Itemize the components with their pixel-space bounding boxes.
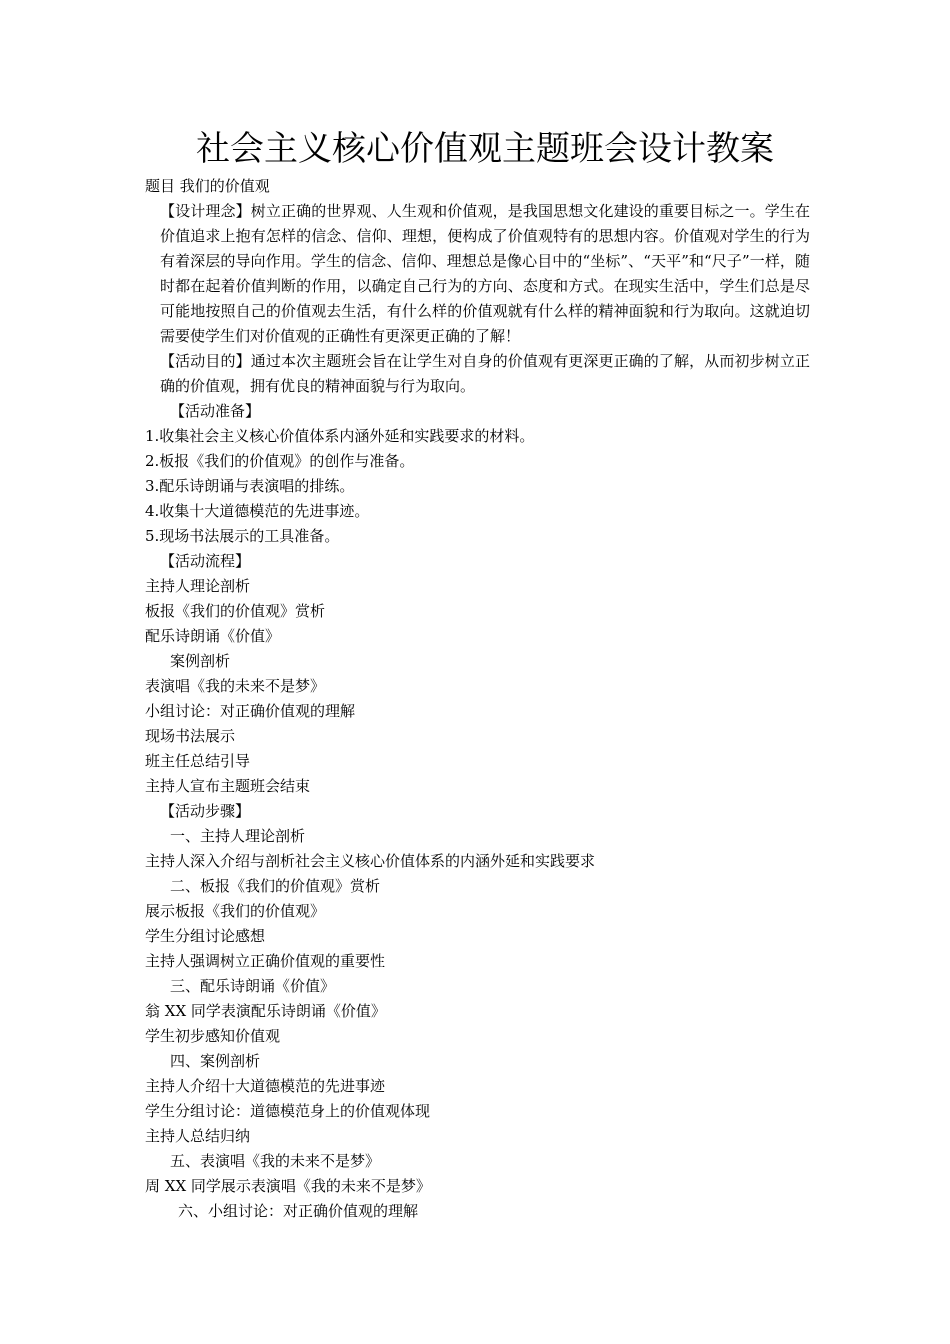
- design-concept-paragraph: 【设计理念】树立正确的世界观、人生观和价值观，是我国思想文化建设的重要目标之一。学生在价值追求上抱有怎样的信念、信仰、理想，便构成了价值观特有的思想内容。价值观对学生的行为有着深层的导向作用。学生的信念、信仰、理想总是像心目中的“坐标”、“天平”和“尺子”一样，随时都在起着价值判断的作用，以确定自己行为的方向、态度和方式。在现实生活中，学生们总是尽可能地按照自己的价值观去生活，有什么样的价值观就有什么样的精神面貌和行为取向。这就迫切需要使学生们对价值观的正确性有更深更正确的了解！: [160, 202, 810, 345]
- step-line: 周 XX 同学展示表演唱《我的未来不是梦》: [145, 1177, 431, 1195]
- flow-item: 主持人宣布主题班会结束: [145, 777, 311, 795]
- topic-line: 题目 我们的价值观: [145, 177, 270, 195]
- flow-item: 板报《我们的价值观》赏析: [145, 602, 326, 620]
- flow-item: 配乐诗朗诵《价值》: [145, 627, 281, 645]
- prep-item: 5.现场书法展示的工具准备。: [145, 527, 340, 545]
- step-line: 主持人介绍十大道德模范的先进事迹: [145, 1077, 386, 1095]
- step-title: 六、小组讨论：对正确价值观的理解: [178, 1202, 419, 1220]
- prep-item: 3.配乐诗朗诵与表演唱的排练。: [145, 477, 355, 495]
- step-line: 学生初步感知价值观: [145, 1027, 281, 1045]
- flow-item: 班主任总结引导: [145, 752, 251, 770]
- step-title: 五、表演唱《我的未来不是梦》: [170, 1152, 381, 1170]
- flow-item: 主持人理论剖析: [145, 577, 251, 595]
- document-title: 社会主义核心价值观主题班会设计教案: [196, 129, 774, 169]
- step-line: 主持人强调树立正确价值观的重要性: [145, 952, 386, 970]
- step-title: 三、配乐诗朗诵《价值》: [170, 977, 336, 995]
- flow-item: 现场书法展示: [145, 727, 236, 745]
- prep-item: 4.收集十大道德模范的先进事迹。: [145, 502, 370, 520]
- step-line: 学生分组讨论：道德模范身上的价值观体现: [145, 1102, 431, 1120]
- flow-heading: 【活动流程】: [160, 552, 251, 570]
- flow-item: 表演唱《我的未来不是梦》: [145, 677, 326, 695]
- step-line: 学生分组讨论感想: [145, 927, 266, 945]
- step-title: 四、案例剖析: [170, 1052, 261, 1070]
- prep-item: 1.收集社会主义核心价值体系内涵外延和实践要求的材料。: [145, 427, 535, 445]
- step-title: 一、主持人理论剖析: [170, 827, 306, 845]
- prep-item: 2.板报《我们的价值观》的创作与准备。: [145, 452, 415, 470]
- prep-heading: 【活动准备】: [170, 402, 261, 420]
- flow-item: 案例剖析: [170, 652, 231, 670]
- activity-goal-paragraph: 【活动目的】通过本次主题班会旨在让学生对自身的价值观有更深更正确的了解，从而初步树立正确的价值观，拥有优良的精神面貌与行为取向。: [160, 352, 810, 395]
- step-line: 展示板报《我们的价值观》: [145, 902, 326, 920]
- step-line: 翁 XX 同学表演配乐诗朗诵《价值》: [145, 1002, 386, 1020]
- step-line: 主持人深入介绍与剖析社会主义核心价值体系的内涵外延和实践要求: [145, 852, 596, 870]
- step-line: 主持人总结归纳: [145, 1127, 251, 1145]
- flow-item: 小组讨论：对正确价值观的理解: [145, 702, 356, 720]
- steps-heading: 【活动步骤】: [160, 802, 251, 820]
- step-title: 二、板报《我们的价值观》赏析: [170, 877, 381, 895]
- document-body: [145, 174, 810, 1224]
